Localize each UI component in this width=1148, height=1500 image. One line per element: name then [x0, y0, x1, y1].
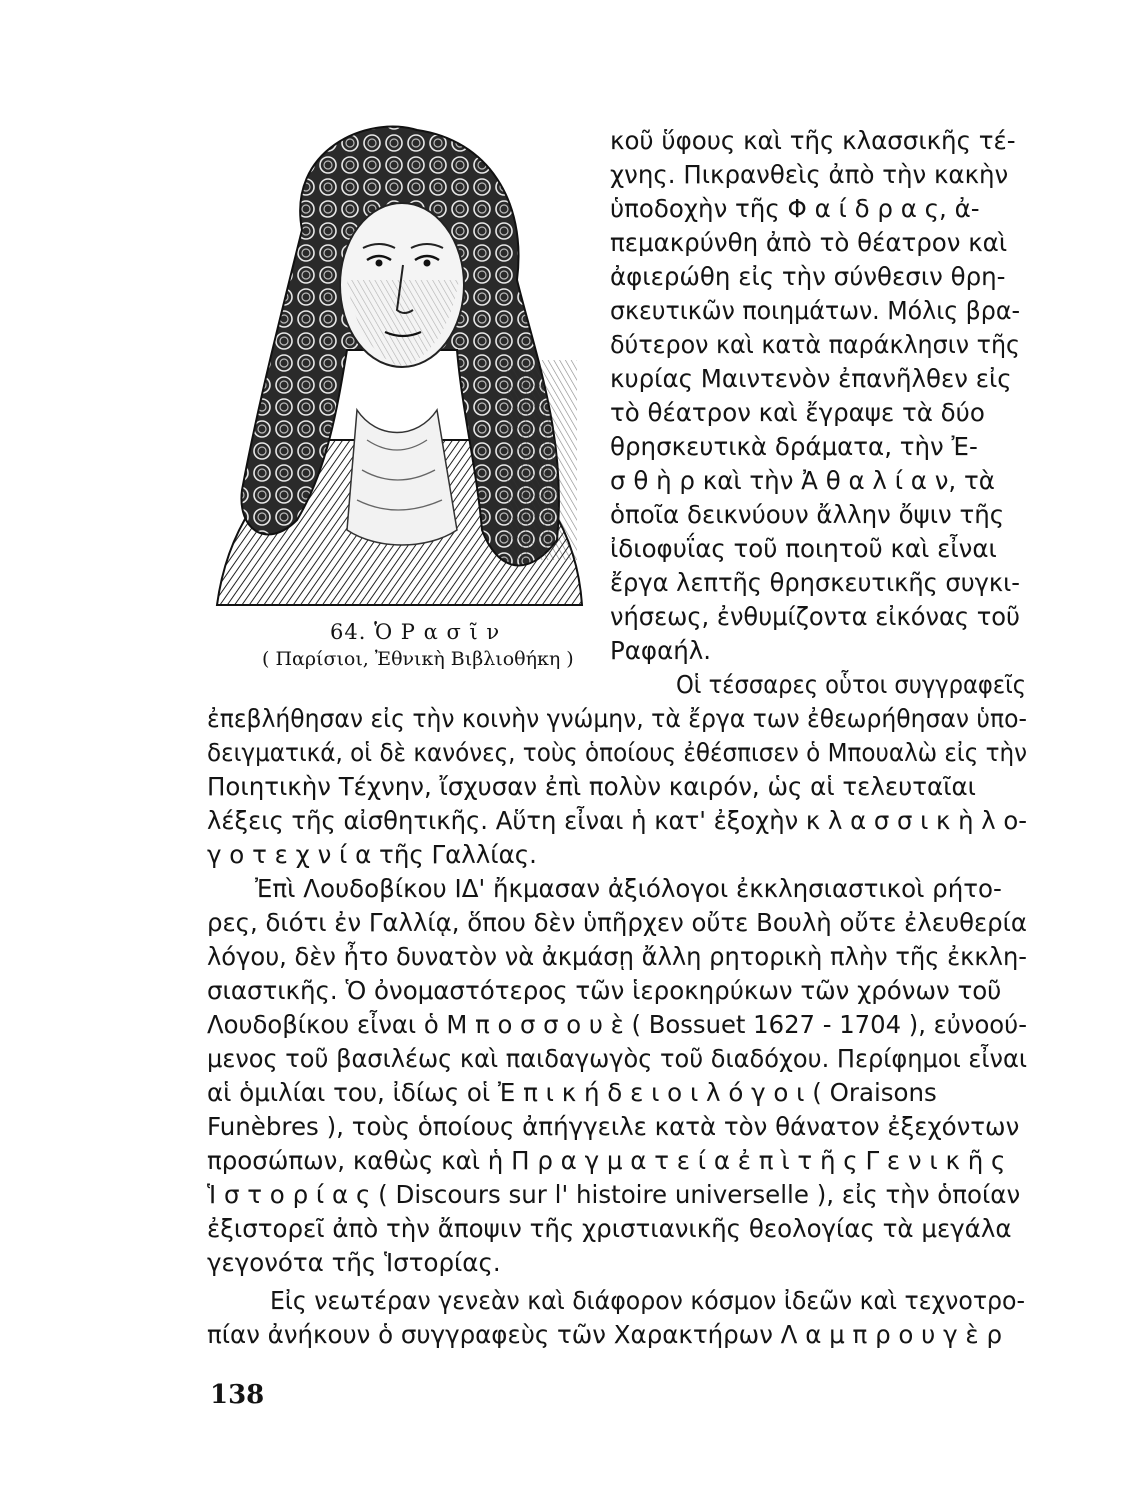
text-line: ὑποδοχὴν τῆς Φ α ί δ ρ α ς, ἀ- — [610, 194, 980, 223]
text-line: θρησκευτικὰ δράματα, τὴν Ἐ- — [610, 432, 978, 461]
text-line: Εἰς νεωτέραν γενεὰν καὶ διάφορον κόσμον ἰδεῶν καὶ τεχνοτρο- — [270, 1286, 1025, 1315]
text-line: δύτερον καὶ κατὰ παράκλησιν τῆς — [610, 330, 1020, 359]
text-line: κοῦ ὕφους καὶ τῆς κλασσικῆς τέ- — [610, 126, 1016, 155]
text-line: Ἐπὶ Λουδοβίκου ΙΔ' ἤκμασαν ἀξιόλογοι ἐκκλησιαστικοὶ ρήτο- — [255, 874, 1002, 903]
text-line: σιαστικῆς. Ὁ ὀνομαστότερος τῶν ἱεροκηρύκων τῶν χρόνων τοῦ — [207, 976, 1002, 1005]
text-line: δειγματικά, οἱ δὲ κανόνες, τοὺς ὁποίους ἐθέσπισεν ὁ Μπουαλὼ εἰς τὴν — [207, 738, 1027, 767]
text-line: λέξεις τῆς αἰσθητικῆς. Αὕτη εἶναι ἡ κατ' ἐξοχὴν κ λ α σ σ ι κ ὴ λ ο- — [207, 806, 1027, 835]
text-line: ἐξιστορεῖ ἀπὸ τὴν ἄποψιν τῆς χριστιανικῆς θεολογίας τὰ μεγάλα — [207, 1214, 1012, 1243]
text-line: Οἱ τέσσαρες οὗτοι συγγραφεῖς — [676, 670, 1026, 699]
text-line: Ραφαήλ. — [610, 636, 712, 665]
text-line: ἔργα λεπτῆς θρησκευτικῆς συγκι- — [610, 568, 1020, 597]
text-line: σ θ ὴ ρ καὶ τὴν Ἀ θ α λ ί α ν, τὰ — [610, 466, 995, 495]
text-line: Λουδοβίκου εἶναι ὁ Μ π ο σ σ ο υ ὲ ( Bossuet 1627 - 1704 ), εὐνοού- — [207, 1010, 1027, 1039]
text-line: γεγονότα τῆς Ἱστορίας. — [207, 1248, 501, 1277]
text-line: πίαν ἀνήκουν ὁ συγγραφεὺς τῶν Χαρακτήρων Λ α μ π ρ ο υ γ ὲ ρ — [207, 1320, 1003, 1349]
text-line: προσώπων, καθὼς καὶ ἡ Π ρ α γ μ α τ ε ί α ἐ π ὶ τ ῆ ς Γ ε ν ι κ ῆ ς — [207, 1146, 1006, 1175]
text-line: Funèbres ), τοὺς ὁποίους ἀπήγγειλε κατὰ τὸν θάνατον ἐξεχόντων — [207, 1112, 1020, 1141]
figure-caption-number: 64. Ὁ Ρ α σ ῖ ν — [330, 620, 501, 644]
text-line: νήσεως, ἐνθυμίζοντα εἰκόνας τοῦ — [610, 602, 1020, 631]
figure-caption-source: ( Παρίσιοι, Ἐθνικὴ Βιβλιοθήκη ) — [262, 648, 574, 670]
text-line: αἱ ὁμιλίαι του, ἰδίως οἱ Ἐ π ι κ ή δ ε ι ο ι λ ό γ ο ι ( Oraisons — [207, 1078, 937, 1107]
text-line: ὁποῖα δεικνύουν ἄλλην ὄψιν τῆς — [610, 500, 1005, 529]
page-number: 138 — [210, 1380, 265, 1410]
text-line: χνης. Πικρανθεὶς ἀπὸ τὴν κακὴν — [610, 160, 1009, 189]
text-line: ἐπεβλήθησαν εἰς τὴν κοινὴν γνώμην, τὰ ἔργα των ἐθεωρήθησαν ὑπο- — [207, 704, 1027, 733]
text-line: Ποιητικὴν Τέχνην, ἴσχυσαν ἐπὶ πολὺν καιρόν, ὡς αἱ τελευταῖαι — [207, 772, 976, 801]
text-line: τὸ θέατρον καὶ ἔγραψε τὰ δύο — [610, 398, 985, 427]
text-line: ἰδιοφυΐας τοῦ ποιητοῦ καὶ εἶναι — [610, 534, 997, 563]
text-line: γ ο τ ε χ ν ί α τῆς Γαλλίας. — [207, 840, 537, 869]
text-line: μενος τοῦ βασιλέως καὶ παιδαγωγὸς τοῦ διαδόχου. Περίφημοι εἶναι — [207, 1044, 1027, 1073]
text-line: ἀφιερώθη εἰς τὴν σύνθεσιν θρη- — [610, 262, 1006, 291]
text-line: κυρίας Μαιντενὸν ἐπανῆλθεν εἰς — [610, 364, 1012, 393]
racine-portrait-engraving — [207, 110, 587, 610]
text-line: πεμακρύνθη ἀπὸ τὸ θέατρον καὶ — [610, 228, 1008, 257]
text-line: ρες, διότι ἐν Γαλλίᾳ, ὅπου δὲν ὑπῆρχεν οὔτε Βουλὴ οὔτε ἐλευθερία — [207, 908, 1027, 937]
text-line: σκευτικῶν ποιημάτων. Μόλις βρα- — [610, 296, 1020, 325]
text-line: Ἱ σ τ ο ρ ί α ς ( Discours sur l' histoire universelle ), εἰς τὴν ὁποίαν — [207, 1180, 1021, 1209]
text-line: λόγου, δὲν ἦτο δυνατὸν νὰ ἀκμάσῃ ἄλλη ρητορικὴ πλὴν τῆς ἐκκλη- — [207, 942, 1027, 971]
